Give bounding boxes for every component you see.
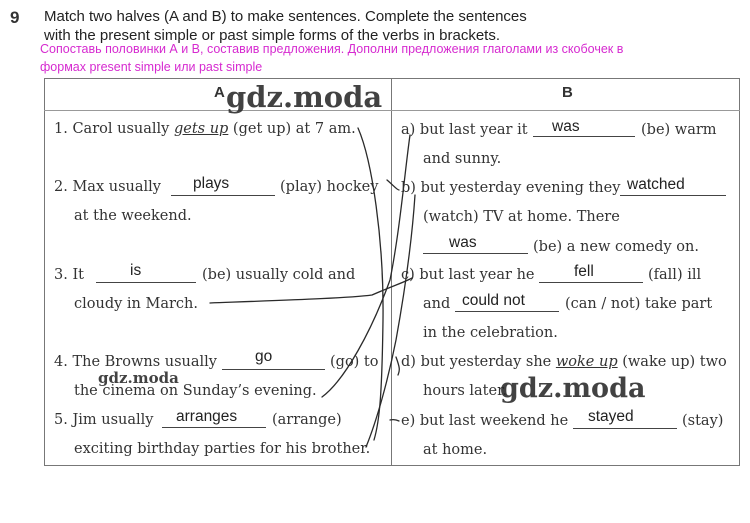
- a-item-2-text-end: (play) hockey: [280, 179, 379, 195]
- a-item-3-text-end: (be) usually cold and: [202, 267, 356, 283]
- match-line-d-tick: [396, 357, 399, 375]
- russian-instruction-line-2: формах present simple или past simple: [40, 60, 263, 74]
- watermark-right: gdz.moda: [500, 373, 646, 404]
- b-item-a-text-end: (be) warm: [641, 122, 717, 138]
- b-item-c-answer-2: could not: [462, 292, 525, 309]
- b-item-c-answer: fell: [574, 263, 594, 280]
- match-line-2-b: [387, 180, 399, 190]
- a-item-4-answer: go: [255, 348, 273, 365]
- b-item-b-line-3: (be) a new comedy on.: [533, 239, 699, 255]
- match-line-3-c: [210, 278, 412, 303]
- b-item-a-answer: was: [552, 118, 580, 135]
- a-item-5-number: 5.: [54, 412, 68, 428]
- a-item-3-line-2: cloudy in March.: [74, 296, 198, 312]
- b-item-a-line-2: and sunny.: [423, 151, 502, 167]
- b-item-e-answer: stayed: [588, 408, 634, 425]
- b-item-c-letter: c): [401, 267, 415, 283]
- b-item-c-line-2-end: (can / not) take part: [565, 296, 713, 312]
- a-item-4-line-2: the cinema on Sunday’s evening.: [74, 383, 317, 399]
- a-item-5-text: Jim usually: [72, 412, 154, 428]
- b-item-e-text-end: (stay): [682, 413, 724, 429]
- b-item-b-text: but yesterday evening they: [420, 180, 621, 196]
- a-item-1-number: 1.: [54, 121, 68, 137]
- russian-instruction-line-1: Сопоставь половинки А и В, составив предложения. Дополни предложения глаголами из скобочек в: [40, 42, 624, 56]
- match-line-e-tick: [390, 420, 399, 421]
- b-item-b-letter: b): [401, 180, 416, 196]
- b-item-a-text: but last year it: [419, 122, 528, 138]
- watermark-top: gdz.moda: [226, 80, 383, 114]
- b-item-a-letter: a): [401, 122, 416, 138]
- b-item-b-line-2: (watch) TV at home. There: [423, 209, 620, 225]
- a-item-5-answer: arranges: [176, 408, 238, 425]
- b-item-d-text: but yesterday she: [420, 354, 556, 370]
- a-item-3-answer: is: [130, 262, 142, 279]
- a-item-4-number: 4.: [54, 354, 68, 370]
- watermark-small: gdz.moda: [98, 369, 179, 387]
- b-item-b-answer: watched: [627, 176, 685, 193]
- a-item-2-text: Max usually: [72, 179, 161, 195]
- a-item-2-answer: plays: [193, 175, 230, 192]
- a-item-1-text-end: (get up) at 7 am.: [228, 121, 356, 137]
- b-item-c-text: but last year he: [419, 267, 535, 283]
- instruction-line-1: Match two halves (A and B) to make sentences. Complete the sentences: [44, 8, 527, 25]
- a-item-5-line-2: exciting birthday parties for his brother.: [74, 441, 371, 457]
- column-a-header: A: [214, 84, 225, 101]
- a-item-5-text-end: (arrange): [272, 412, 342, 428]
- b-item-c-line-3: in the celebration.: [423, 325, 558, 341]
- b-item-e-text: but last weekend he: [419, 413, 569, 429]
- a-item-3-text: It: [72, 267, 85, 283]
- a-item-1-verb: gets up: [173, 121, 229, 137]
- b-item-d-text-end: (wake up) two: [617, 354, 727, 370]
- match-line-1-e: [358, 128, 383, 440]
- b-item-c-line-2-start: and: [423, 296, 451, 312]
- a-item-3-number: 3.: [54, 267, 68, 283]
- a-item-2-number: 2.: [54, 179, 68, 195]
- b-item-e-letter: e): [401, 413, 416, 429]
- b-item-d-line-2: hours later.: [423, 383, 508, 399]
- a-item-2-line-2: at the weekend.: [74, 208, 192, 224]
- b-item-e-line-2: at home.: [423, 442, 488, 458]
- a-item-4-text: The Browns usually: [72, 354, 217, 370]
- exercise-number: 9: [10, 8, 20, 27]
- a-item-4-text-end: (go) to: [330, 354, 379, 370]
- b-item-c-text-end: (fall) ill: [648, 267, 702, 283]
- column-b-header: B: [562, 84, 573, 101]
- b-item-b-answer-2: was: [449, 234, 477, 251]
- instruction-line-2: with the present simple or past simple forms of the verbs in brackets.: [44, 27, 501, 44]
- b-item-d-verb: woke up: [555, 354, 618, 370]
- a-item-1-text: Carol usually: [72, 121, 174, 137]
- b-item-d-letter: d): [401, 354, 416, 370]
